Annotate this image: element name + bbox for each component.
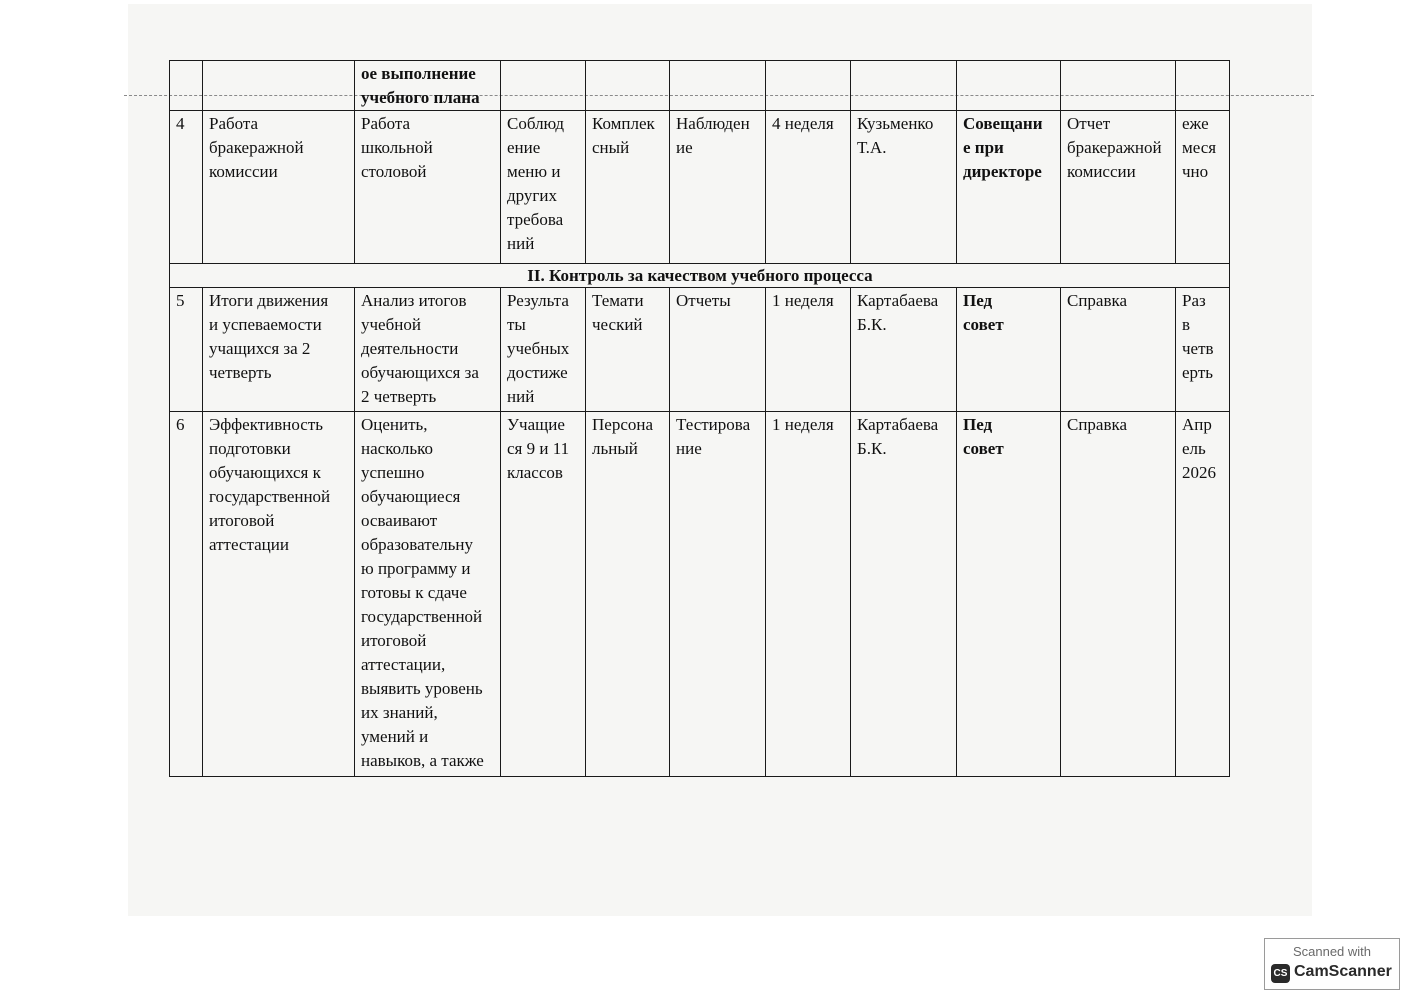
- cell-object: Соблюд ение меню и других требова ний: [501, 111, 586, 264]
- cell-result: [1061, 61, 1176, 111]
- cell-review-place: Пед совет: [957, 288, 1061, 412]
- scanner-brand: CamScanner: [1294, 963, 1392, 980]
- cell-responsible: Картабаева Б.К.: [851, 288, 957, 412]
- control-plan-table: [169, 60, 1230, 777]
- cell-direction: Работа бракеражной комиссии: [203, 111, 355, 264]
- camscanner-logo-icon: CS: [1271, 964, 1290, 983]
- cell-method: Наблюден ие: [670, 111, 766, 264]
- cell-object: Учащие ся 9 и 11 классов: [501, 412, 586, 777]
- cell-number: [170, 61, 203, 111]
- table-row-continuation: [170, 61, 1230, 111]
- cell-period: 1 неделя: [766, 412, 851, 777]
- cell-direction: Итоги движения и успеваемости учащихся за 2 четверть: [203, 288, 355, 412]
- cell-type: Персона льный: [586, 412, 670, 777]
- cell-method: Тестирова ние: [670, 412, 766, 777]
- cell-object: [501, 61, 586, 111]
- cell-frequency: еже меся чно: [1176, 111, 1230, 264]
- cell-responsible: Картабаева Б.К.: [851, 412, 957, 777]
- cell-number: 5: [170, 288, 203, 412]
- cell-result: Справка: [1061, 288, 1176, 412]
- cell-result: Отчет бракеражной комиссии: [1061, 111, 1176, 264]
- cell-object: Результа ты учебных достиже ний: [501, 288, 586, 412]
- cell-responsible: [851, 61, 957, 111]
- cell-result: Справка: [1061, 412, 1176, 777]
- cell-direction: [203, 61, 355, 111]
- section-header-row: [170, 264, 1230, 288]
- cell-review-place: Совещани е при директоре: [957, 111, 1061, 264]
- cell-goal: Анализ итогов учебной деятельности обучающихся за 2 четверть: [355, 288, 501, 412]
- cell-frequency: Раз в четв ерть: [1176, 288, 1230, 412]
- cell-responsible: Кузьменко Т.А.: [851, 111, 957, 264]
- cell-direction: Эффективность подготовки обучающихся к государственной итоговой аттестации: [203, 412, 355, 777]
- cell-method: [670, 61, 766, 111]
- cell-goal: Работа школьной столовой: [355, 111, 501, 264]
- section-title: II. Контроль за качеством учебного процесса: [170, 264, 1230, 288]
- cell-type: Темати ческий: [586, 288, 670, 412]
- table-row-5: [170, 288, 1230, 412]
- cell-type: Комплек сный: [586, 111, 670, 264]
- cell-number: 6: [170, 412, 203, 777]
- scanner-caption: Scanned with: [1292, 944, 1372, 959]
- camscanner-watermark: [1264, 938, 1400, 990]
- cell-period: [766, 61, 851, 111]
- cell-number: 4: [170, 111, 203, 264]
- cell-review-place: Пед совет: [957, 412, 1061, 777]
- cell-frequency: [1176, 61, 1230, 111]
- cell-review-place: [957, 61, 1061, 111]
- cell-method: Отчеты: [670, 288, 766, 412]
- cell-type: [586, 61, 670, 111]
- cell-goal: ое выполнение учебного плана: [355, 61, 501, 111]
- cell-period: 4 неделя: [766, 111, 851, 264]
- cell-period: 1 неделя: [766, 288, 851, 412]
- cell-goal: Оценить, насколько успешно обучающиеся осваивают образовательну ю программу и готовы к сдаче государственной итоговой аттестации, выявить уровень их знаний, умений и навыков, а также: [355, 412, 501, 777]
- table-row-6: [170, 412, 1230, 777]
- cell-frequency: Апр ель 2026: [1176, 412, 1230, 777]
- table-row-4: [170, 111, 1230, 264]
